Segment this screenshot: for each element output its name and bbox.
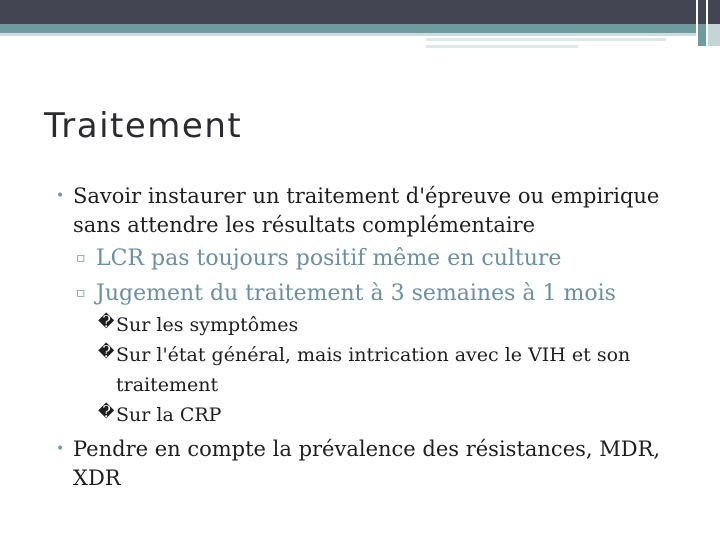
level3-item-1: Sur les symptômes <box>116 314 299 336</box>
bullet-item-1-line-1: Savoir instaurer un traitement d'épreuve ou empirique <box>73 184 660 208</box>
level3-marker: � <box>98 312 115 331</box>
header-band-teal <box>0 24 696 33</box>
slide-title: Traitement <box>44 106 243 146</box>
level3-marker: � <box>98 402 115 421</box>
header-band-dark-segment <box>698 0 706 24</box>
bullet-item-1-line-2: sans attendre les résultats complémentaire <box>73 213 536 237</box>
level3-item-3: Sur la CRP <box>116 404 222 426</box>
sub-bullet-item-2: Jugement du traitement à 3 semaines à 1 mois <box>96 281 616 306</box>
header-accent-line <box>426 38 666 41</box>
header-band-teal-segment <box>698 24 706 46</box>
sub-bullet-marker: ▫ <box>76 250 86 266</box>
bullet-marker: • <box>56 188 65 204</box>
level3-marker: � <box>98 342 115 361</box>
header-band-dark-segment <box>708 0 720 24</box>
header-band-light <box>0 33 696 36</box>
bullet-item-2-line-2: XDR <box>73 466 121 490</box>
header-accent-line <box>426 45 578 48</box>
level3-item-2-line-2: traitement <box>116 374 219 396</box>
header-band-light-segment <box>708 24 720 46</box>
level3-item-2-line-1: Sur l'état général, mais intrication avec le VIH et son <box>116 344 631 366</box>
header-band-dark <box>0 0 696 24</box>
bullet-marker: • <box>56 441 65 457</box>
sub-bullet-marker: ▫ <box>76 285 86 301</box>
bullet-item-2-line-1: Pendre en compte la prévalence des résistances, MDR, <box>73 437 661 461</box>
sub-bullet-item-1: LCR pas toujours positif même en culture <box>96 246 562 271</box>
